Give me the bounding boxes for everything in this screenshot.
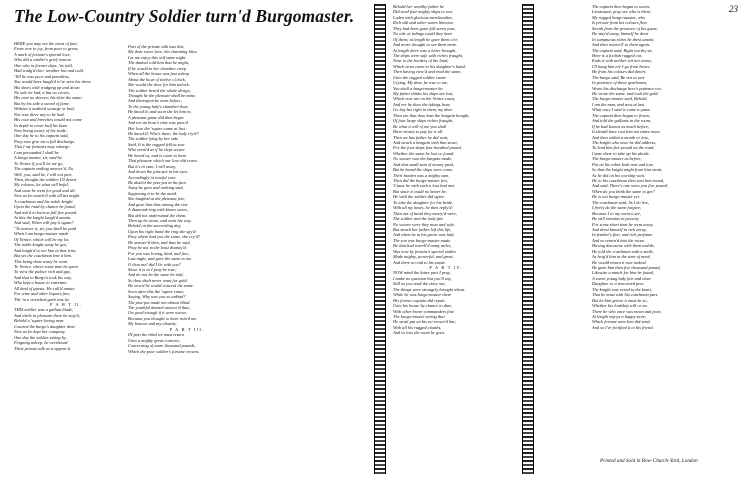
verse-line: Did send four mighty ships to sea. bbox=[393, 9, 453, 15]
verse-line: Concerning of some thousand pounds, bbox=[128, 343, 196, 349]
verse-line: Lieutenant, pray see who is there; bbox=[592, 9, 652, 15]
printer-imprint: Printed and Sold in Bow-Church-Yard, London bbox=[600, 458, 698, 464]
verse-line: My colours, let what will befal, bbox=[14, 182, 69, 188]
verse-line: He wrote the same, and took the gold. bbox=[592, 91, 659, 96]
verse-line: Unto a mighty great concern; bbox=[128, 337, 181, 343]
verse-line: Whether the same be lost or found. bbox=[393, 150, 455, 156]
verse-line: The soldier lying by her side bbox=[128, 136, 179, 142]
verse-line: He from his colours did desert, bbox=[592, 69, 647, 75]
part-heading: P A R T II. bbox=[49, 302, 83, 307]
verse-line: Who did a soldier's grief remove. bbox=[14, 57, 73, 63]
verse-column-2 bbox=[128, 44, 246, 476]
verse-line: Without a seabord scourge or bad, bbox=[14, 106, 75, 112]
verse-line: And ere he does the tidings hear, bbox=[393, 101, 451, 107]
verse-line: No sooner were they man and wife, bbox=[393, 221, 455, 227]
verse-line: And do not let the same be told, bbox=[128, 272, 184, 278]
verse-line: He to his coachman then sent him round, bbox=[592, 178, 665, 183]
verse-line: He with the soldier did agree bbox=[393, 194, 445, 200]
verse-line: They had been gone full seven year, bbox=[393, 25, 456, 31]
verse-line: Which news came to his daughter's hand. bbox=[393, 63, 466, 69]
verse-line: To lend him five pound on the road, bbox=[592, 145, 655, 151]
verse-line: Let me enjoy this self same night. bbox=[128, 54, 187, 60]
verse-line: He knock'd, and soon she let him in, bbox=[128, 109, 192, 115]
verse-line: Is private from his colours flew. bbox=[592, 20, 648, 26]
verse-line: But since it could no better be, bbox=[393, 188, 447, 194]
verse-line: But struck her father left this life, bbox=[393, 226, 452, 232]
verse-line: When all the house was fast asleep bbox=[128, 71, 190, 77]
verse-line: A burgo master, sir, said he. bbox=[14, 155, 63, 161]
verse-line: When I am burgo-master made bbox=[14, 231, 69, 237]
verse-line: In presence of these gentlemen, bbox=[592, 80, 648, 86]
verse-line: The youthful damsel answer'd thus, bbox=[128, 305, 191, 310]
verse-line: She would the door for him unlock. bbox=[128, 82, 190, 88]
verse-line: Now being weary of his trade, bbox=[14, 128, 67, 133]
verse-line: I'll hang him ere I go from hence. bbox=[592, 63, 651, 69]
verse-line: Thought he the pleasure shall be mine, bbox=[128, 92, 197, 98]
verse-line: Behold her wealthy father he bbox=[393, 4, 444, 9]
ornamental-border-left bbox=[374, 4, 386, 474]
verse-line: And thereupon he went before, bbox=[128, 98, 182, 104]
verse-line: Upon his right hand the ring she spy'd: bbox=[128, 228, 197, 234]
verse-line: Because I to my sorrow see, bbox=[592, 210, 642, 216]
verse-line: With all his rugged cloaths, bbox=[393, 324, 442, 330]
verse-line: Had trudg'd thro' weather hot and cold, bbox=[14, 68, 84, 74]
verse-line: And laugh'd to see him in that trim, bbox=[14, 247, 77, 253]
verse-line: Ends it with neither wit nor sense, bbox=[592, 58, 652, 64]
verse-line: His coat no sleeves; his shirt the same; bbox=[14, 95, 83, 101]
verse-line: He vow'd he would conceal the same. bbox=[128, 283, 194, 289]
broadside-title: The Low-Country Soldier turn'd Burgomaster. bbox=[14, 6, 355, 26]
verse-line: Sirrah from the presence of his guest, bbox=[592, 25, 658, 31]
verse-line: So that the knight might from him strait, bbox=[592, 167, 663, 173]
verse-line: Of four large ships riches fraught, bbox=[393, 118, 454, 124]
verse-line: From woe to joy, from poor to great; bbox=[14, 46, 79, 52]
verse-line: There he who once was mean and poor, bbox=[592, 308, 662, 314]
verse-line: NOW mind the latter part I pray, bbox=[393, 270, 451, 276]
verse-line: The soldier and the lady fair. bbox=[393, 216, 444, 222]
verse-line: Here is a foolish rugged cur, bbox=[592, 52, 643, 58]
verse-line: Because you thought to have ruin'd me, bbox=[128, 315, 198, 321]
verse-line: One who in former days, 'tis told, bbox=[14, 62, 73, 68]
verse-line: Who seem'd as if he slept secure. bbox=[128, 147, 186, 153]
verse-line: Rich silk and other wares likewise. bbox=[393, 20, 455, 26]
verse-line: Put on his robes both rent and tore, bbox=[592, 161, 655, 167]
verse-line: The piss-pot made me almost blind. bbox=[128, 299, 191, 305]
verse-line: His shoes with trudging up and down bbox=[14, 84, 80, 90]
verse-line: So thou shalt never want for gold. bbox=[128, 277, 188, 283]
verse-line: That he must with his coachman part. bbox=[592, 292, 659, 298]
verse-line: He stay'd away, himself he drest bbox=[592, 31, 649, 37]
verse-line: Wrote his discharge here's patience too. bbox=[592, 85, 662, 91]
verse-line: He would return it now indeed. bbox=[592, 259, 647, 265]
verse-line: HERE you may see the turns of fate, bbox=[14, 41, 78, 46]
verse-line: One day the soldier sitting by, bbox=[14, 334, 67, 340]
verse-line: For some short time he went away, bbox=[592, 221, 654, 227]
verse-line: The knight was vexed to the heart, bbox=[592, 286, 653, 292]
verse-line: And ere an hour's time was pass'd bbox=[128, 120, 188, 126]
verse-line: Go buy his right in them, my dear. bbox=[393, 107, 453, 113]
verse-line: And then return'd' to them again. bbox=[592, 42, 651, 48]
verse-line: The burgo said, Be not so tart bbox=[592, 74, 645, 80]
verse-column-3 bbox=[393, 4, 499, 476]
verse-line: Then out of hand they marry'd were, bbox=[393, 210, 457, 216]
verse-line: "To answer it, sir, you shall be paid bbox=[14, 225, 77, 231]
verse-line: Was now by fortune's special smiles bbox=[393, 248, 456, 254]
verse-line: Then we has father he did wait, bbox=[393, 134, 449, 140]
verse-line: He dash'd the piss-pot in his face, bbox=[128, 179, 188, 185]
verse-line: Accordingly in woeful case bbox=[128, 174, 176, 180]
verse-line: But he heard the ships were come, bbox=[393, 167, 454, 173]
verse-line: What once I said is come to pass. bbox=[592, 107, 651, 113]
verse-line: Since it is so I pray be true; bbox=[128, 266, 177, 272]
verse-line: 'Cause he with such a loss had met. bbox=[393, 183, 456, 189]
verse-line: Behold on the succeeding day, bbox=[128, 223, 182, 229]
verse-line: That pleasure which our love did crave. bbox=[128, 158, 198, 164]
verse-line: The burgo-master as before, bbox=[592, 156, 642, 162]
verse-line: He knock'd, Who's there, the lady cry'd? bbox=[128, 131, 199, 136]
verse-line: No sole he had, a hat no crown, bbox=[14, 89, 70, 95]
verse-line: The soldier heard the whole design, bbox=[128, 87, 191, 93]
verse-line: He heard us, and is come to have bbox=[128, 152, 187, 158]
verse-line: Of them; at length he gave them o'er, bbox=[393, 36, 458, 42]
verse-line: O thou me! did I lie with you? bbox=[128, 261, 181, 267]
verse-line: The burgo-master said, Behold, bbox=[592, 96, 648, 102]
verse-line: And so I've fortified it to his friend. bbox=[592, 324, 654, 330]
verse-line: THIS soldier was a gallant blade, bbox=[14, 307, 74, 313]
verse-line: He gave him then five thousand pound, bbox=[592, 265, 661, 270]
verse-line: In depth to cover half his bum. bbox=[14, 122, 68, 128]
verse-line: Made mighty, powerful, and great, bbox=[393, 254, 454, 260]
part-heading: P A R T III. bbox=[169, 326, 205, 332]
verse-line: Unto his house by chance to dine, bbox=[393, 303, 453, 309]
verse-line: And then within a month or less, bbox=[592, 134, 649, 140]
verse-line: But yet the coachman lent it him. bbox=[14, 253, 72, 259]
verse-line: My honour and my chastity. bbox=[128, 321, 177, 327]
verse-line: He strait put on his no-crown'd hat; bbox=[393, 319, 456, 325]
verse-line: Then up he arose, and went his way. bbox=[128, 218, 192, 223]
verse-line: I am persuaded I shall be bbox=[14, 149, 59, 155]
verse-line: His former captain did repair bbox=[393, 297, 446, 303]
verse-line: If he had known as much before, bbox=[592, 123, 650, 129]
verse-line: Laden with glorious merchandize, bbox=[393, 14, 453, 20]
verse-line: And so into the room he goes. bbox=[393, 330, 446, 336]
verse-line: Upon the road by chance he found, bbox=[14, 204, 76, 210]
verse-line: I freely do the same forgive; bbox=[592, 205, 642, 211]
verse-line: At this the knight laugh'd amain, bbox=[14, 215, 72, 220]
verse-line: To view the palace rich and gay, bbox=[14, 269, 71, 275]
verse-line: No sooner was the bargain made, bbox=[393, 156, 453, 162]
verse-line: He that had travell'd many miles, bbox=[393, 243, 452, 249]
verse-line: I make no question but you'll say, bbox=[393, 275, 452, 281]
verse-line: Came there to take up his abode. bbox=[592, 150, 650, 156]
verse-line: And gave him thus among the rest bbox=[128, 201, 188, 207]
verse-line: The ships were safe with riches fraught, bbox=[393, 52, 463, 58]
verse-line: That I my fortunes may enlarge. bbox=[14, 144, 71, 150]
verse-line: My father thinks his ships are lost, bbox=[393, 91, 454, 96]
verse-line: Their burden was a mighty sum. bbox=[393, 172, 450, 178]
verse-line: My dear sweet love, the charming bliss bbox=[128, 49, 197, 55]
verse-line: And soon he went for good and all. bbox=[14, 187, 76, 193]
verse-line: He told the coachman with a smile, bbox=[592, 248, 655, 254]
verse-line: The' in a wretched garb was he. bbox=[14, 296, 71, 302]
verse-line: Be what it will of me you shall bbox=[393, 123, 447, 129]
verse-line: The coachman said, As I do live, bbox=[592, 199, 650, 205]
verse-line: The things were strangely brought about. bbox=[393, 286, 466, 292]
verse-line: The captain said, Right worthy sir, bbox=[592, 47, 653, 53]
verse-line: To the young lady's chamber-door, bbox=[128, 103, 189, 109]
verse-line: And said, When will pay it again? bbox=[14, 220, 74, 226]
verse-line: His coat and breeches would not come bbox=[14, 117, 82, 123]
verse-line: Feigning asleep, he overheard bbox=[14, 340, 68, 346]
verse-line: And that to Burgo's took his way, bbox=[14, 274, 72, 280]
verse-line: Likewise a match for him he found, bbox=[592, 270, 654, 276]
verse-line: Her love the 'squire came at last. bbox=[128, 125, 186, 131]
verse-line: 'Till he was poor and penniless, bbox=[14, 73, 70, 79]
verse-line: The burgo-master seeing that bbox=[393, 313, 445, 319]
verse-line: IN part the third we must return bbox=[128, 332, 185, 338]
verse-line: It should have cost him ten times more, bbox=[592, 129, 661, 135]
verse-line: The knight who once he did address, bbox=[592, 139, 657, 145]
verse-line: In feather's fine, and rich perfume, bbox=[592, 232, 654, 238]
verse-line: With other brave commanders fine. bbox=[393, 308, 455, 314]
verse-line: Crying, My dear, be true to me, bbox=[393, 80, 448, 86]
verse-line: He is not burgo-master yet. bbox=[592, 194, 641, 200]
verse-line: Supposing it to be the maid. bbox=[128, 190, 178, 196]
verse-line: I am the man, and now at last bbox=[592, 101, 645, 107]
verse-line: One day he to his captain said, bbox=[14, 133, 69, 139]
verse-line: He still remains in poverty. bbox=[592, 216, 640, 222]
verse-line: When do you think the same to get? bbox=[592, 188, 655, 194]
verse-column-4 bbox=[592, 4, 730, 456]
verse-line: Soon after this the 'squire came, bbox=[128, 288, 185, 294]
verse-line: Pray where had you the same, she cry'd? bbox=[128, 234, 200, 240]
verse-line: Then see that thou hast the bargain bought, bbox=[393, 112, 470, 118]
verse-line: And down the pins-pot in his eyes. bbox=[128, 169, 189, 175]
verse-line: And so return'd into the room. bbox=[592, 237, 645, 243]
verse-line: For the four ships four hundred pound, bbox=[393, 145, 462, 151]
verse-line: No tale or tidings could they hear bbox=[393, 31, 453, 37]
verse-line: Now as he march'd with all his might bbox=[14, 193, 80, 199]
verse-line: All kind of guests. He call'd amain bbox=[14, 285, 75, 291]
verse-line: And that small sum of money paid, bbox=[393, 161, 454, 167]
verse-line: Part of the private talk was this, bbox=[128, 44, 185, 49]
verse-line: And never thought to see them more. bbox=[393, 42, 458, 48]
verse-line: Which fortune unto him did send, bbox=[592, 319, 651, 325]
verse-line: Nor was there any to be had. bbox=[14, 111, 65, 117]
verse-line: While he was burgo-master there bbox=[393, 292, 452, 298]
verse-line: Who kept a house to entertain bbox=[14, 280, 67, 286]
verse-line: Daughter to a renowned peer. bbox=[592, 281, 645, 287]
verse-line: To Venice, where some time he spent bbox=[14, 263, 78, 269]
verse-column-1 bbox=[14, 41, 118, 476]
verse-line: And struck a bargain with him strait, bbox=[393, 139, 458, 145]
verse-line: But let him grieve it must be so, bbox=[592, 297, 648, 303]
verse-line: This being done away he went bbox=[14, 258, 68, 264]
verse-line: A pleasant game did then begin. bbox=[128, 114, 185, 120]
verse-line: The damsel told him that he might, bbox=[128, 60, 190, 66]
verse-line: As he did on his worship wait. bbox=[592, 172, 646, 178]
verse-line: Which the poor soldier's fortune crowns. bbox=[128, 348, 200, 354]
verse-line: And when he in his grave was laid, bbox=[393, 232, 455, 238]
verse-line: Still as you read the story out, bbox=[393, 281, 446, 287]
verse-line: He answer'd then, and thus he said, bbox=[128, 239, 191, 245]
verse-line: Behold a 'squire loving near bbox=[14, 318, 64, 324]
verse-line: Then did the burgo-master fret, bbox=[393, 178, 448, 183]
verse-line: With all my heart, he then reply'd; bbox=[393, 205, 453, 211]
verse-line: Of Venice, which will be my lot. bbox=[14, 236, 70, 242]
verse-line: Pray now give me a full discharge, bbox=[14, 138, 76, 144]
verse-line: The noble knight away he got, bbox=[14, 242, 67, 248]
verse-line: Away he goes and nothing said, bbox=[128, 185, 184, 191]
verse-line: Then having view'd and read the same, bbox=[393, 69, 462, 75]
verse-line: A sweet young lady fair and clear bbox=[592, 275, 652, 281]
verse-line: And drest himself in rich array, bbox=[592, 226, 647, 232]
verse-line: Which now are on the Venice coast, bbox=[393, 96, 456, 102]
verse-line: You would have laugh'd to've seen his dress. bbox=[14, 79, 92, 85]
verse-line: And told the gallants in the room, bbox=[592, 118, 651, 124]
verse-line: The captain smiling answer'd, No. bbox=[14, 166, 75, 172]
verse-line: Courted the burgo's daughter dear. bbox=[14, 323, 76, 329]
verse-line: Then, thought the soldier, I'll desert bbox=[14, 176, 77, 182]
verse-line: You shall a burgo-master be. bbox=[393, 85, 444, 91]
verse-line: Whether his lordship will or no. bbox=[592, 303, 648, 309]
ornamental-border-right bbox=[522, 4, 534, 474]
verse-line: The son was burgo-master made. bbox=[393, 237, 452, 243]
verse-line: But by his side a sword of fame. bbox=[14, 100, 70, 106]
page-number: 23 bbox=[729, 4, 738, 14]
verse-line: The captain then began to frown, bbox=[592, 112, 651, 118]
verse-line: Last night, and gave the same to me. bbox=[128, 256, 193, 262]
verse-line: If he would in her chamber creep bbox=[128, 65, 187, 71]
verse-line: A mark of fortune's special love, bbox=[14, 51, 71, 57]
verse-line: My rugged burgo-master, who bbox=[592, 14, 646, 20]
verse-line: But did not understand the cheat. bbox=[128, 212, 187, 218]
part-heading: P A R T IV. bbox=[429, 265, 463, 270]
verse-line: And there no end to his estate. bbox=[393, 259, 447, 265]
verse-line: Have money to pay for it all. bbox=[393, 129, 444, 135]
verse-line: Near to the borders of the land, bbox=[393, 58, 449, 64]
verse-line: But it's in vain, I will away, bbox=[128, 163, 177, 169]
verse-line: The captain then began to swear, bbox=[592, 4, 651, 9]
verse-line: Pray be not in the least dismay'd; bbox=[128, 245, 187, 251]
verse-line: Said, It is the rugged fellow saw bbox=[128, 141, 185, 147]
verse-line: About the hour of twelve o'clock, bbox=[128, 76, 186, 82]
verse-line: And ask'd to borrow full five pound. bbox=[14, 209, 78, 215]
verse-line: Now as he kept her company, bbox=[14, 329, 66, 335]
verse-line: And said, There's one owes you five pound; bbox=[592, 183, 669, 189]
verse-line: A coachman and his noble knight bbox=[14, 198, 73, 204]
verse-line: As heig'd him in the time of need, bbox=[592, 254, 651, 260]
verse-line: Having discourse with them awhile, bbox=[592, 243, 656, 249]
verse-line: To take the daughter for his bride, bbox=[393, 199, 453, 205]
verse-line: To Venice if you'll let me go, bbox=[14, 160, 64, 166]
verse-line: A diamond-ring with kisses sweet, bbox=[128, 207, 188, 213]
verse-line: At length there was a letter brought, bbox=[393, 47, 457, 53]
verse-line: Saying, Why was you so unkind? bbox=[128, 294, 186, 300]
verse-line: Unto the rugged soldier came: bbox=[393, 74, 447, 80]
verse-line: And while in pleasure there he stay'd, bbox=[14, 312, 80, 318]
verse-line: For you was loving, kind, and free, bbox=[128, 250, 190, 256]
verse-line: She laughed at the pleasant jest, bbox=[128, 196, 185, 202]
verse-line: At length enjoys a happy store, bbox=[592, 313, 647, 319]
verse-line: I'm good enough if it were worse; bbox=[128, 310, 188, 316]
verse-line: Well, you, said he, I will not part, bbox=[14, 171, 73, 177]
verse-line: For wine and other liquors free, bbox=[14, 291, 71, 297]
verse-line: In sumptuous robes he drest amain, bbox=[592, 36, 655, 42]
verse-line: Their private talk as it appear'd. bbox=[14, 345, 72, 351]
